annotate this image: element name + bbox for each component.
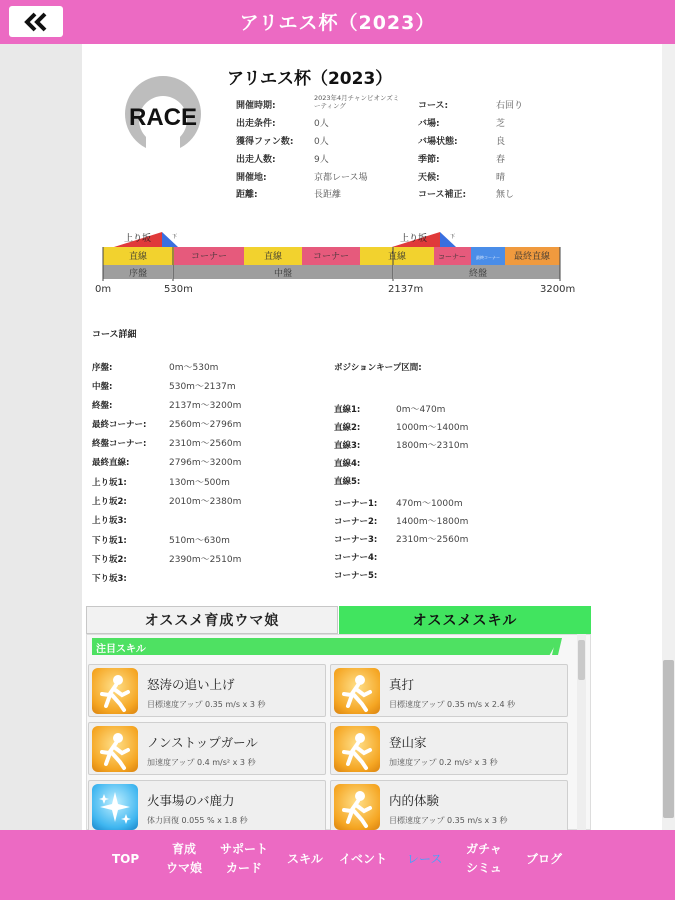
run-gold-icon bbox=[92, 668, 138, 714]
segment-label: 最終コーナー bbox=[476, 255, 500, 260]
main-content bbox=[82, 44, 662, 830]
info-label: 出走人数: bbox=[236, 155, 276, 165]
nav-label: ブログ bbox=[526, 852, 563, 866]
detail-label: コーナー5: bbox=[334, 571, 378, 581]
nav-label: ガチャ bbox=[466, 842, 502, 856]
info-value: 芝 bbox=[496, 119, 506, 129]
skill-desc: 目標速度アップ 0.35 m/s x 3 秒 bbox=[389, 816, 508, 825]
detail-label: コーナー2: bbox=[334, 517, 378, 527]
detail-value: 1400m〜1800m bbox=[396, 517, 469, 527]
detail-label: 直線3: bbox=[334, 441, 361, 451]
info-label: 距離: bbox=[236, 190, 258, 200]
nav-label: カード bbox=[226, 861, 263, 875]
detail-label: 序盤: bbox=[92, 363, 113, 373]
skill-card[interactable] bbox=[88, 780, 326, 830]
position-keep-title: ポジションキープ区間: bbox=[334, 363, 422, 373]
skill-category-banner bbox=[92, 638, 559, 655]
detail-value: 2560m〜2796m bbox=[169, 420, 242, 430]
info-value: 晴 bbox=[496, 173, 506, 183]
detail-label: コーナー3: bbox=[334, 535, 378, 545]
skill-name: ノンストップガール bbox=[147, 735, 258, 750]
nav-label: ウマ娘 bbox=[166, 861, 203, 875]
detail-label: 下り坂3: bbox=[92, 574, 127, 584]
skill-card[interactable] bbox=[330, 722, 568, 775]
detail-label: 終盤コーナー: bbox=[92, 439, 147, 449]
info-label: 季節: bbox=[418, 155, 440, 165]
nav-skill[interactable] bbox=[287, 850, 323, 869]
nav-label: シミュ bbox=[466, 861, 502, 875]
skill-name: 火事場のバ鹿力 bbox=[147, 793, 235, 808]
svg-text:RACE: RACE bbox=[128, 104, 198, 131]
detail-label: 直線4: bbox=[334, 459, 361, 469]
detail-value: 470m〜1000m bbox=[396, 499, 463, 509]
detail-value: 2390m〜2510m bbox=[169, 555, 242, 565]
detail-label: 上り坂1: bbox=[92, 478, 127, 488]
run-gold-icon bbox=[334, 668, 380, 714]
skill-card[interactable] bbox=[330, 664, 568, 717]
detail-label: 下り坂2: bbox=[92, 555, 127, 565]
skill-name: 怒涛の追い上げ bbox=[147, 677, 235, 692]
page-scrollbar-thumb[interactable] bbox=[663, 660, 674, 818]
run-gold-icon bbox=[334, 784, 380, 830]
skill-desc: 加速度アップ 0.4 m/s² x 3 秒 bbox=[147, 758, 256, 767]
phase-label: 終盤 bbox=[468, 269, 488, 279]
skill-desc: 加速度アップ 0.2 m/s² x 3 秒 bbox=[389, 758, 498, 767]
nav-race[interactable] bbox=[407, 850, 442, 869]
segment-label: コーナー bbox=[312, 252, 350, 262]
recommend-tabs bbox=[86, 606, 591, 634]
detail-value: 2796m〜3200m bbox=[169, 458, 242, 468]
nav-event[interactable] bbox=[339, 850, 387, 869]
run-gold-icon bbox=[92, 726, 138, 772]
nav-top[interactable] bbox=[112, 850, 139, 869]
tab-recommended-skill[interactable]: オススメスキル bbox=[339, 606, 591, 634]
info-label: 開催時期: bbox=[236, 101, 276, 111]
info-value: 春 bbox=[496, 155, 506, 165]
bottom-nav bbox=[0, 830, 675, 900]
detail-label: コーナー1: bbox=[334, 499, 378, 509]
nav-label: 育成 bbox=[172, 842, 197, 856]
nav-uma[interactable] bbox=[166, 840, 202, 878]
uphill-label-1: 上り坂 bbox=[124, 234, 152, 244]
skills-scrollbar-thumb[interactable] bbox=[578, 640, 585, 680]
skill-desc: 目標速度アップ 0.35 m/s x 3 秒 bbox=[147, 700, 266, 709]
detail-label: 最終コーナー: bbox=[92, 420, 147, 430]
race-title: アリエス杯（2023） bbox=[227, 69, 393, 89]
skill-name: 登山家 bbox=[389, 735, 427, 750]
skill-desc: 体力回復 0.055 % x 1.8 秒 bbox=[147, 816, 248, 825]
downhill-label-2: 下 bbox=[450, 234, 456, 240]
nav-label: TOP bbox=[112, 852, 140, 866]
info-label: 獲得ファン数: bbox=[236, 137, 294, 147]
info-value: 無し bbox=[496, 190, 515, 200]
uphill-label-2: 上り坂 bbox=[400, 234, 428, 244]
skill-card[interactable] bbox=[88, 664, 326, 717]
phase-label: 中盤 bbox=[273, 269, 293, 279]
run-gold-icon bbox=[334, 726, 380, 772]
segment-label: コーナー bbox=[190, 252, 228, 262]
detail-value: 130m〜500m bbox=[169, 478, 230, 488]
phase-label: 序盤 bbox=[128, 269, 148, 279]
marker-label: 0m bbox=[95, 284, 112, 295]
segment-label: 最終直線 bbox=[513, 252, 551, 262]
detail-label: 中盤: bbox=[92, 382, 113, 392]
info-label: 出走条件: bbox=[236, 119, 276, 129]
detail-value: 530m〜2137m bbox=[169, 382, 236, 392]
detail-label: コーナー4: bbox=[334, 553, 378, 563]
downhill-label-1: 下 bbox=[172, 234, 178, 240]
detail-label: 直線5: bbox=[334, 477, 361, 487]
info-value: 良 bbox=[496, 137, 506, 147]
info-label: 天候: bbox=[418, 173, 440, 183]
info-value: 2023年4月チャンピオンズミーティング bbox=[314, 94, 400, 110]
info-value: 0人 bbox=[314, 137, 329, 147]
detail-label: 上り坂3: bbox=[92, 516, 127, 526]
detail-label: 上り坂2: bbox=[92, 497, 127, 507]
detail-value: 0m〜530m bbox=[169, 363, 219, 373]
marker-label: 530m bbox=[164, 284, 193, 295]
info-value: 長距離 bbox=[314, 190, 342, 200]
detail-value: 2310m〜2560m bbox=[169, 439, 242, 449]
info-value: 京都レース場 bbox=[314, 173, 368, 183]
course-detail-title: コース詳細 bbox=[92, 330, 137, 340]
segment-label: 直線 bbox=[263, 252, 283, 262]
skill-card[interactable] bbox=[88, 722, 326, 775]
nav-blog[interactable] bbox=[526, 850, 562, 869]
skill-desc: 目標速度アップ 0.35 m/s x 2.4 秒 bbox=[389, 700, 516, 709]
info-label: バ場状態: bbox=[418, 137, 458, 147]
info-label: バ場: bbox=[418, 119, 440, 129]
segment-label: 直線 bbox=[387, 252, 407, 262]
nav-label: スキル bbox=[287, 852, 323, 866]
detail-label: 終盤: bbox=[92, 401, 113, 411]
segment-label: 直線 bbox=[128, 252, 148, 262]
detail-label: 直線1: bbox=[334, 405, 361, 415]
info-value: 9人 bbox=[314, 155, 329, 165]
nav-gacha-sim[interactable] bbox=[466, 840, 502, 878]
marker-label: 3200m bbox=[540, 284, 576, 295]
nav-support-card[interactable] bbox=[220, 840, 268, 878]
detail-value: 2137m〜3200m bbox=[169, 401, 242, 411]
detail-value: 0m〜470m bbox=[396, 405, 446, 415]
skill-category-label: 注目スキル bbox=[96, 644, 146, 655]
nav-label: イベント bbox=[339, 852, 388, 866]
marker-label: 2137m bbox=[388, 284, 424, 295]
skill-name: 内的体験 bbox=[389, 793, 440, 808]
segment-label: コーナー bbox=[438, 253, 466, 261]
nav-label: サポート bbox=[220, 842, 269, 856]
info-label: コース: bbox=[418, 101, 449, 111]
page-title: アリエス杯（2023） bbox=[239, 12, 436, 34]
nav-label: レース bbox=[407, 852, 443, 866]
info-value: 右回り bbox=[496, 101, 524, 111]
detail-label: 直線2: bbox=[334, 423, 361, 433]
skill-name: 真打 bbox=[389, 677, 415, 692]
detail-value: 1800m〜2310m bbox=[396, 441, 469, 451]
detail-label: 下り坂1: bbox=[92, 536, 127, 546]
sparkle-blue-icon bbox=[92, 784, 138, 830]
top-bar bbox=[0, 0, 675, 44]
detail-value: 510m〜630m bbox=[169, 536, 230, 546]
detail-value: 1000m〜1400m bbox=[396, 423, 469, 433]
info-value: 0人 bbox=[314, 119, 329, 129]
detail-value: 2310m〜2560m bbox=[396, 535, 469, 545]
info-label: コース補正: bbox=[418, 190, 467, 200]
race-logo bbox=[116, 66, 210, 166]
info-label: 開催地: bbox=[236, 173, 267, 183]
skill-card[interactable] bbox=[330, 780, 568, 830]
detail-value: 2010m〜2380m bbox=[169, 497, 242, 507]
detail-label: 最終直線: bbox=[92, 458, 130, 468]
tab-recommended-uma[interactable]: オススメ育成ウマ娘 bbox=[86, 606, 338, 634]
